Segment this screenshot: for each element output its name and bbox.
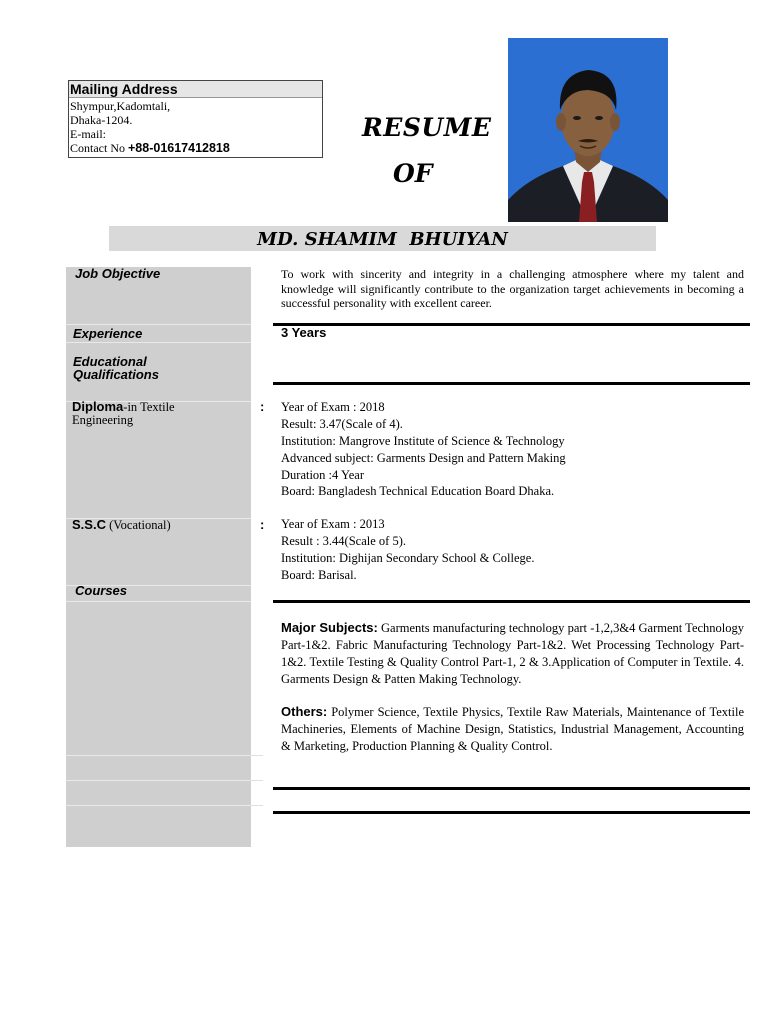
diploma-label-sub1: -in Textile [123, 400, 175, 414]
profile-photo [508, 38, 668, 222]
name-bar [109, 226, 656, 251]
job-objective-text: To work with sincerity and integrity in a challenging atmosphere where my talent and knowledge will significantly contribute to the organization target achievements in becoming a successful personality with excellent career. [281, 267, 744, 310]
row-divider [251, 755, 263, 756]
diploma-detail-line: Institution: Mangrove Institute of Science & Technology [281, 434, 565, 448]
contact-label: Contact No [70, 141, 128, 155]
section-rule [273, 787, 750, 790]
major-subjects-label: Major Subjects: [281, 620, 378, 635]
diploma-detail-line: Board: Bangladesh Technical Education Board Dhaka. [281, 484, 555, 498]
mailing-address-heading: Mailing Address [69, 81, 322, 98]
ssc-detail-line: Board: Barisal. [281, 568, 357, 582]
row-divider [251, 805, 263, 806]
address-line-2: Dhaka-1204. [70, 113, 133, 127]
major-subjects-text: Garments manufacturing technology part -1,2,3&4 Garment Technology Part-1&2. Fabric Manufacturing Technology Part-1&2. Wet Processing Technology Part-1&2. Textile Testing & Quality Control Part-1, 2 & 3.Application of Computer in Textile. 4. Garments Design & Patten Making Technology. [281, 621, 745, 686]
contact-number: +88-01617412818 [128, 141, 230, 155]
ssc-label-main: S.S.C [72, 517, 106, 532]
diploma-detail-line: Advanced subject: Garments Design and Pattern Making [281, 451, 566, 465]
section-rule [273, 811, 750, 814]
education-label [73, 355, 159, 381]
column-divider [66, 601, 251, 602]
section-rule [273, 382, 750, 385]
section-rule [273, 323, 750, 326]
others-paragraph [281, 703, 744, 755]
ssc-detail-line: Result : 3.44(Scale of 5). [281, 534, 406, 548]
ssc-colon: : [260, 517, 265, 532]
ssc-detail-line: Institution: Dighijan Secondary School & College. [281, 551, 535, 565]
education-label-line2: Qualifications [73, 367, 159, 382]
major-subjects-paragraph [281, 619, 744, 688]
column-divider [66, 805, 251, 806]
experience-label: Experience [73, 326, 143, 341]
person-portrait-icon [508, 38, 668, 222]
ssc-label-sub: (Vocational) [105, 518, 171, 532]
diploma-detail-line: Duration :4 Year [281, 468, 364, 482]
diploma-label-main: Diploma [72, 399, 124, 414]
education-label-line1: Educational [73, 354, 147, 369]
ssc-label [72, 517, 171, 533]
email-label: E-mail: [70, 127, 106, 141]
resume-title-of: OF [393, 159, 433, 188]
diploma-label-sub2: Engineering [72, 413, 134, 427]
job-objective-label: Job Objective [75, 266, 161, 281]
courses-label: Courses [75, 583, 128, 598]
contact-line [70, 141, 230, 155]
ssc-detail-line: Year of Exam : 2013 [281, 517, 385, 531]
row-divider [251, 780, 263, 781]
others-label: Others: [281, 704, 328, 719]
section-rule [273, 600, 750, 603]
experience-value: 3 Years [281, 325, 327, 340]
resume-title: RESUME [362, 113, 492, 142]
address-line-1: Shympur,Kadomtali, [70, 99, 171, 113]
diploma-label [72, 400, 175, 427]
mailing-address-box [68, 80, 323, 158]
column-divider [66, 324, 251, 325]
diploma-detail-line: Result: 3.47(Scale of 4). [281, 417, 403, 431]
column-divider [66, 342, 251, 343]
diploma-detail-line: Year of Exam : 2018 [281, 400, 385, 414]
column-divider [66, 780, 251, 781]
column-divider [66, 755, 251, 756]
others-text: Polymer Science, Textile Physics, Textile Raw Materials, Maintenance of Textile Machineries, Elements of Machine Design, Statistics, Industrial Management, Accounting & Marketing, Production Planning & Quality Control. [281, 705, 744, 753]
diploma-colon: : [260, 399, 265, 414]
applicant-name: MD. SHAMIM BHUIYAN [257, 229, 508, 250]
